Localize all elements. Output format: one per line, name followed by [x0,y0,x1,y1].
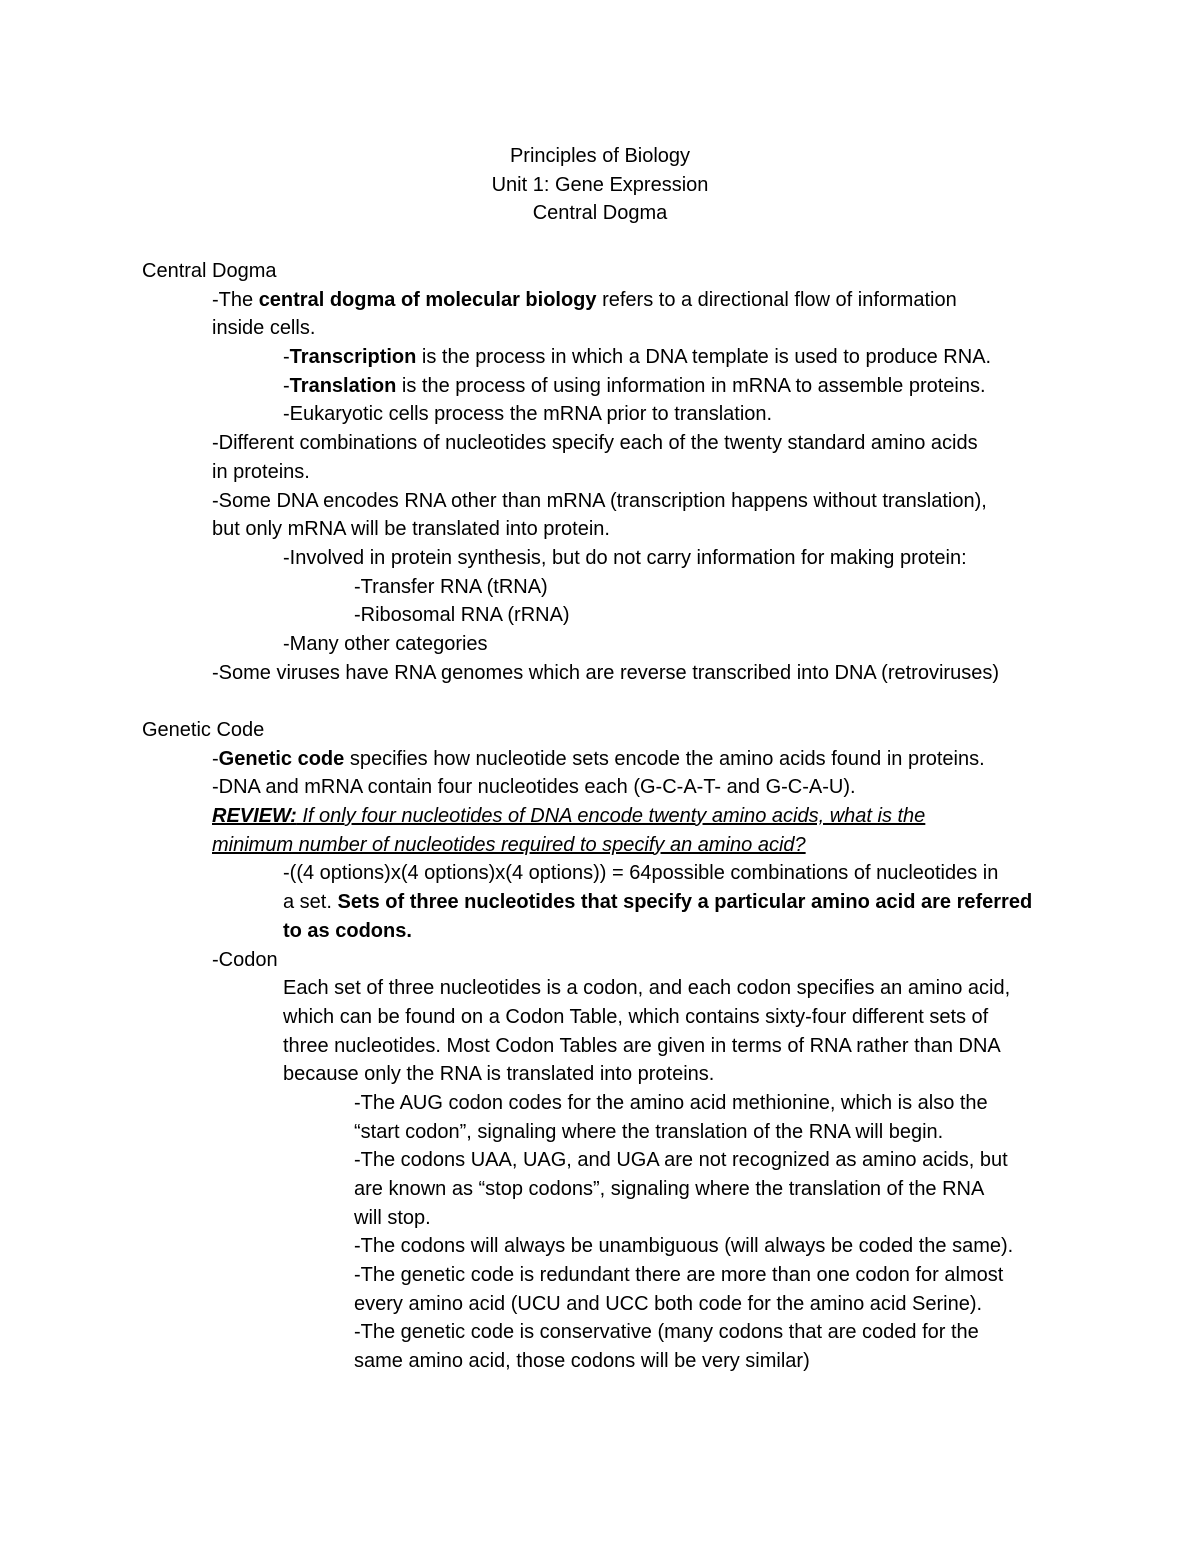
bold-term: to as codons. [283,919,412,942]
document-header [0,142,1200,228]
paragraph-line: because only the RNA is translated into proteins. [283,1063,715,1086]
review-question: REVIEW: If only four nucleotides of DNA encode twenty amino acids, what is the [212,805,926,828]
paragraph-line: same amino acid, those codons will be very similar) [354,1350,810,1373]
topic-title: Central Dogma [532,202,668,225]
paragraph-line: but only mRNA will be translated into protein. [212,518,610,541]
paragraph-line: Each set of three nucleotides is a codon, and each codon specifies an amino acid, [283,977,1011,1000]
paragraph-line: which can be found on a Codon Table, which contains sixty-four different sets of [283,1005,989,1028]
paragraph-line: -The central dogma of molecular biology refers to a directional flow of information [212,288,957,311]
paragraph-line: “start codon”, signaling where the translation of the RNA will begin. [354,1120,944,1143]
review-question: minimum number of nucleotides required to specify an amino acid? [212,833,806,856]
paragraph-line [283,917,1072,946]
bullet-trna: -Transfer RNA (tRNA) [354,575,548,598]
bold-term: Genetic code [218,747,345,770]
bold-term: Translation [289,374,397,397]
paragraph-line: inside cells. [212,317,316,340]
bullet-viruses: -Some viruses have RNA genomes which are reverse transcribed into DNA (retroviruses) [212,661,999,684]
paragraph-line: every amino acid (UCU and UCC both code for the amino acid Serine). [354,1292,983,1315]
bullet-stop-codons: -The codons UAA, UAG, and UGA are not recognized as amino acids, but [354,1149,1008,1172]
paragraph-line: are known as “stop codons”, signaling where the translation of the RNA [354,1178,985,1200]
unit-title: Unit 1: Gene Expression [491,173,709,196]
bold-term: Transcription [289,346,417,369]
bold-term: central dogma of molecular biology [258,288,597,311]
bullet-genetic-code: -Genetic code specifies how nucleotide sets encode the amino acids found in proteins. [212,747,985,770]
subheading-codon: -Codon [212,948,278,971]
bullet-other-categories: -Many other categories [283,632,488,655]
bullet-eukaryotic: -Eukaryotic cells process the mRNA prior to translation. [283,403,773,426]
paragraph-line: in proteins. [212,460,310,483]
bullet-options: -((4 options)x(4 options)x(4 options)) = 64possible combinations of nucleotides in [283,862,999,885]
bullet-some-dna: -Some DNA encodes RNA other than mRNA (transcription happens without translation), [212,489,987,512]
paragraph-line: will stop. [354,1206,431,1229]
document-body [142,257,1072,1376]
bold-term: Sets of three nucleotides that specify a particular amino acid are referred [337,891,1033,914]
section-spacer [142,687,1072,716]
bullet-redundant: -The genetic code is redundant there are more than one codon for almost [354,1264,1004,1287]
document-title: Principles of Biology [509,145,691,167]
section-heading-genetic-code: Genetic Code [142,719,265,741]
bullet-translation: -Translation is the process of using information in mRNA to assemble proteins. [283,374,986,397]
section-heading-central-dogma: Central Dogma [142,260,277,282]
bullet-aug: -The AUG codon codes for the amino acid methionine, which is also the [354,1091,988,1114]
paragraph-line: a set. Sets of three nucleotides that specify a particular amino acid are referred [283,891,1033,914]
bullet-involved: -Involved in protein synthesis, but do not carry information for making protein: [283,546,967,569]
bullet-dna-mrna: -DNA and mRNA contain four nucleotides each (G-C-A-T- and G-C-A-U). [212,776,856,799]
bullet-rrna: -Ribosomal RNA (rRNA) [354,604,570,627]
review-label: REVIEW: [212,805,297,828]
bullet-combinations: -Different combinations of nucleotides specify each of the twenty standard amino acids [212,432,978,455]
paragraph-line: three nucleotides. Most Codon Tables are given in terms of RNA rather than DNA [283,1034,1001,1057]
bullet-transcription: -Transcription is the process in which a DNA template is used to produce RNA. [283,346,992,369]
bullet-conservative: -The genetic code is conservative (many codons that are coded for the [354,1321,979,1344]
bullet-unambiguous: -The codons will always be unambiguous (will always be coded the same). [354,1235,1014,1258]
